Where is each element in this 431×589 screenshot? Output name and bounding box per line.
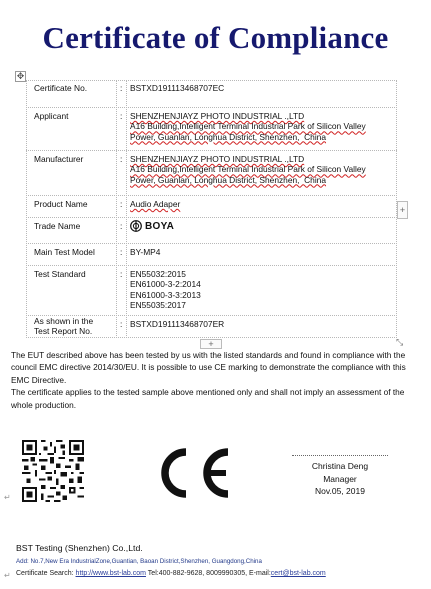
row-value: BY-MP4 bbox=[130, 247, 161, 257]
row-label: Applicant bbox=[34, 111, 69, 121]
certificate-title: Certificate of Compliance bbox=[42, 20, 389, 55]
signature-line bbox=[292, 455, 388, 456]
row-product-name bbox=[26, 196, 397, 218]
row-colon: : bbox=[120, 199, 123, 209]
row-value: BSTXD191113468707ER bbox=[130, 319, 225, 329]
row-label: Test Standard bbox=[34, 269, 86, 279]
row-colon: : bbox=[120, 247, 123, 257]
row-label: Trade Name bbox=[34, 221, 81, 231]
certificate-table bbox=[26, 80, 397, 338]
row-label: Manufacturer bbox=[34, 154, 84, 164]
footer-tel: Tel:400-882-9628, 8009990305, bbox=[147, 570, 248, 577]
row-label: As shown in the Test Report No. bbox=[34, 316, 94, 336]
row-colon: : bbox=[120, 83, 123, 93]
row-test-standard bbox=[26, 266, 397, 316]
boya-logo-icon bbox=[130, 220, 142, 232]
compliance-statement bbox=[11, 349, 411, 411]
signature-date: Nov.05, 2019 bbox=[315, 486, 365, 496]
statement-paragraph-1: The EUT described above has been tested by us with the listed standards and found in compliance with the council EMC directive 2014/30/EU. It is possible to use CE marking to demonstrate the compliance with this EMC Directive. bbox=[11, 350, 406, 385]
boya-brand-logo bbox=[130, 220, 174, 232]
row-colon: : bbox=[120, 221, 123, 231]
signature-block bbox=[287, 460, 393, 498]
row-manufacturer bbox=[26, 151, 397, 196]
row-certificate-no bbox=[26, 80, 397, 108]
row-applicant bbox=[26, 108, 397, 151]
signer-name: Christina Deng bbox=[311, 461, 369, 471]
row-colon: : bbox=[120, 154, 123, 164]
row-value: Audio Adaper bbox=[130, 199, 181, 209]
signer-title: Manager bbox=[323, 473, 357, 484]
row-value: EN55032:2015 EN61000-3-2:2014 EN61000-3-3:2013 EN55035:2017 bbox=[130, 269, 201, 310]
footer-address: Add: No.7,New Era IndustrialZone,Guantian, Baoan District,Shenzhen, Guangdong,China bbox=[16, 558, 262, 565]
qr-code-icon bbox=[22, 440, 84, 502]
row-colon: : bbox=[120, 269, 123, 279]
row-colon: : bbox=[120, 111, 123, 121]
footer-company: BST Testing (Shenzhen) Co.,Ltd. bbox=[16, 543, 143, 553]
email-link[interactable]: cert@bst-lab.com bbox=[270, 570, 326, 577]
statement-paragraph-2: The certificate applies to the tested sample above mentioned only and shall not imply an assessment of the whole production. bbox=[11, 387, 405, 410]
ce-mark-icon bbox=[153, 448, 231, 498]
footer-search bbox=[16, 570, 326, 577]
email-label: E-mail: bbox=[249, 570, 271, 577]
row-trade-name bbox=[26, 218, 397, 244]
add-column-plus-icon[interactable]: + bbox=[397, 201, 408, 219]
row-test-report-no bbox=[26, 316, 397, 338]
search-url-link[interactable]: http://www.bst-lab.com bbox=[75, 570, 146, 577]
table-resize-icon[interactable]: ⤡ bbox=[396, 337, 404, 347]
search-label: Certificate Search: bbox=[16, 570, 74, 577]
row-value: SHENZHENJIAYZ PHOTO INDUSTRIAL .,LTD A16 Building,Intelligent Terminal Industrial Park of Silicon Valley Power, Guanlan, Longhua District, Shenzhen, China bbox=[130, 154, 366, 185]
row-label: Product Name bbox=[34, 199, 88, 209]
row-main-test-model bbox=[26, 244, 397, 266]
trade-name-text: BOYA bbox=[145, 220, 175, 232]
row-label: Certificate No. bbox=[34, 83, 88, 93]
add-row-plus-icon[interactable]: + bbox=[200, 339, 222, 349]
row-colon: : bbox=[120, 319, 123, 329]
row-value: SHENZHENJIAYZ PHOTO INDUSTRIAL .,LTD A16 Building,Intelligent Terminal Industrial Park of Silicon Valley Power, Guanlan, Longhua District, Shenzhen, China bbox=[130, 111, 366, 142]
row-value: BSTXD191113468707EC bbox=[130, 83, 225, 93]
table-move-handle-icon[interactable]: ✥ bbox=[16, 71, 25, 81]
margin-anchor-icon: ↵ bbox=[4, 571, 11, 580]
row-label: Main Test Model bbox=[34, 247, 95, 257]
margin-anchor-icon: ↵ bbox=[4, 493, 11, 502]
